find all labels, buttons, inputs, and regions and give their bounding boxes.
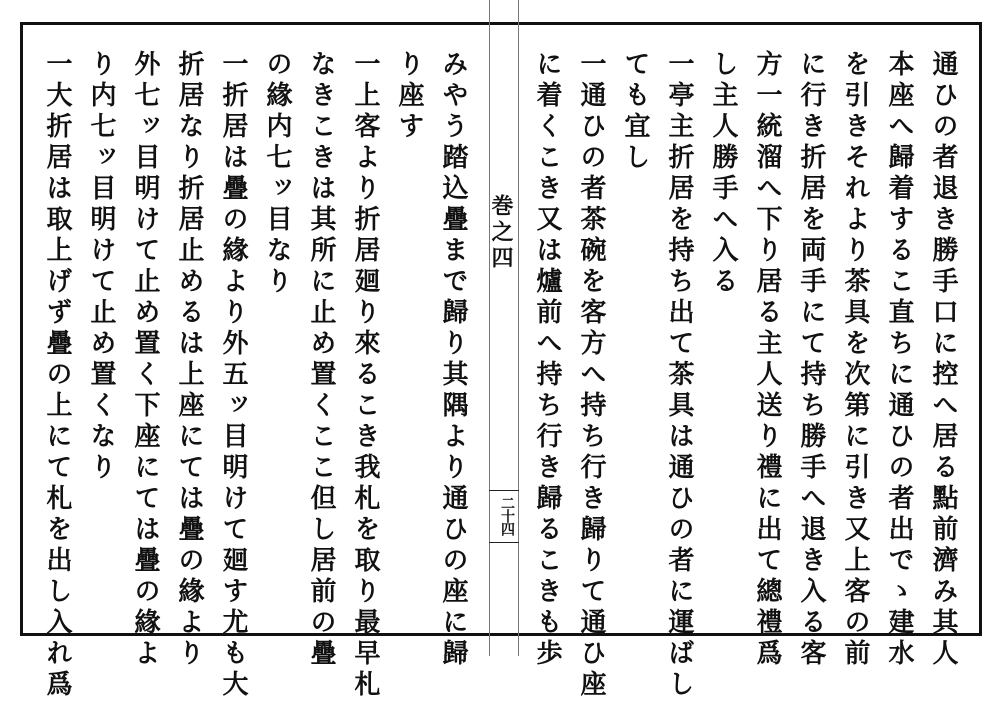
text-column: 一亭主折居を持ち出て茶具は通ひの者に運ばし [664,50,694,701]
text-column: り内七ッ目明けて止め置くなり [86,50,116,484]
text-column: を引きそれより茶具を次第に引き又上客の前 [840,50,870,670]
text-column: 一通ひの者茶碗を客方へ持ち行き歸りて通ひ座 [576,50,606,701]
text-column: 一大折居は取上げず疊の上にて札を出し入れ爲 [42,50,72,701]
page-number: 二十四 [499,496,515,535]
text-column: り座す [394,50,424,143]
text-column: の緣内七ッ目なり [262,50,292,298]
margin-rule-top [489,490,519,491]
text-column: に行き折居を両手にて持ち勝手へ退き入る客 [796,50,826,670]
text-column: 一上客より折居廻り來るこき我札を取り最早札 [350,50,380,701]
text-column: 通ひの者退き勝手口に控へ居る點前濟み其人 [928,50,958,670]
right-page-text [532,50,965,701]
center-margin [489,22,519,636]
text-column: 外七ッ目明けて止め置く下座にては疊の緣よ [130,50,160,670]
text-column: なきこきは其所に止め置くここ但し居前の疊 [306,50,336,670]
text-column: に着くこき又は爐前へ持ち行き歸るこきも歩 [532,50,562,670]
volume-label: 巻之四 [488,194,514,272]
text-column: みやう踏込疊まで歸り其隅より通ひの座に歸 [438,50,468,670]
margin-rule-bottom [489,542,519,543]
text-column: ても宜し [620,50,650,174]
text-column: 本座へ歸着するこ直ちに通ひの者出でゝ建水 [884,50,914,670]
text-column: し主人勝手へ入る [708,50,738,298]
text-column: 一折居は疊の緣より外五ッ目明けて廻す尤も大 [218,50,248,701]
text-column: 折居なり折居止めるは上座にては疊の緣より [174,50,204,670]
text-column: 方一統溜へ下り居る主人送り禮に出て總禮爲 [752,50,782,670]
left-page-text [35,50,475,701]
